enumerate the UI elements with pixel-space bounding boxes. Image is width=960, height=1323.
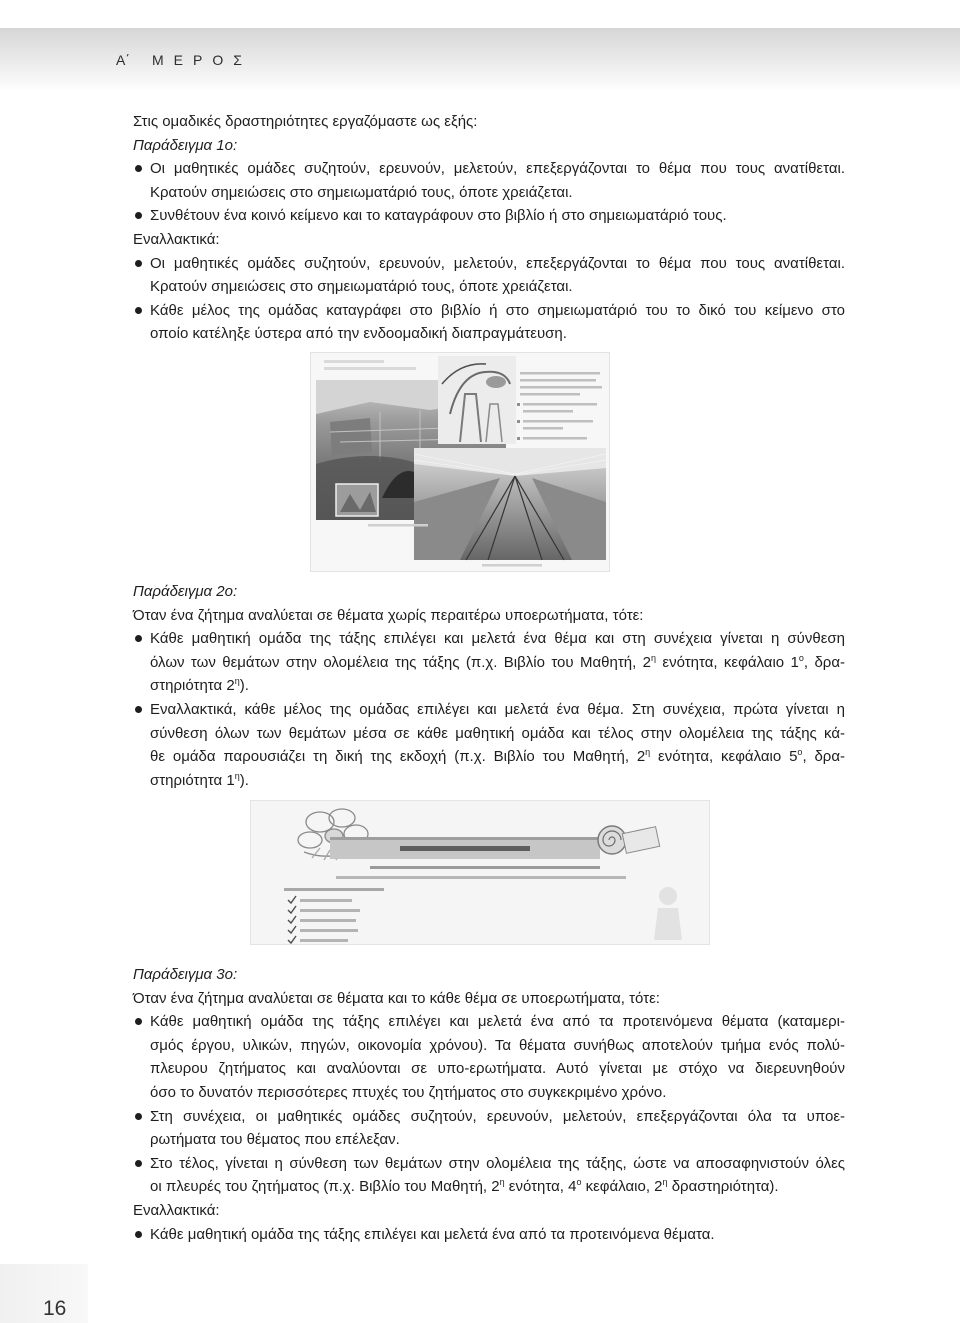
text-run: Κάθε μαθητική ομάδα της τάξης επιλέγει και μελετά ένα από τα προτεινόμενα θέματα. [150,1225,715,1243]
ordinal-superscript: η [234,770,240,781]
line-text [133,651,845,675]
text-run: Οι μαθητικές ομάδες συζητούν, ερευνούν, μελετούν, επεξεργάζονται το θέμα που τους ανατίθεται. [150,160,845,178]
line-text [133,228,845,252]
bullet-icon [135,1113,142,1120]
text-run: ). [239,677,249,695]
text-run: όλων των θεμάτων στην ολομέλεια της τάξης (π.χ. Βιβλίο του Μαθητή, 2 [150,653,651,671]
text-run: ). [239,771,249,789]
line-text [133,157,845,181]
line-text [133,604,845,628]
text-run: , δρα- [802,748,846,766]
text-run: οι πλευρές του ζητήματος (π.χ. Βιβλίο του Μαθητή, 2 [150,1178,500,1196]
line-text [133,1175,845,1199]
line-text [133,204,845,228]
bullet-continuation-line [133,181,845,205]
bullet-icon [135,706,142,713]
text-run: Κρατούν σημειώσεις στο σημειωματάριό τους, όποτε χρειάζεται. [150,183,573,201]
bullet-item-line [133,698,845,722]
ordinal-superscript: η [234,676,240,687]
line-text [133,627,845,651]
line-text [133,722,845,746]
text-run: δραστηριότητα). [667,1178,779,1196]
text-run: ρωτήματα του θέματος που επέλεξαν. [150,1131,400,1149]
text-run: σμός έργου, υλικών, πηγών, οικονομία χρόνου). Τα θέματα συνήθως αποτελούν τμήμα ενός πολύ- [150,1036,845,1054]
text-run: πλευρου ζητήματος και αναλύονται σε υπο-ερωτήματα. Αυτό γίνεται με στόχο να διερευνηθούν [150,1060,845,1078]
bullet-item-line [133,299,845,323]
line-text [133,1152,845,1176]
text-run: Κάθε μαθητική ομάδα της τάξης επιλέγει και μελετά ένα θέμα και στη συνέχεια γίνεται η σύνθεση [150,630,845,648]
bullet-continuation-line [133,651,845,675]
bullet-item-line [133,1010,845,1034]
text-run: Παράδειγμα 3ο: [133,966,238,983]
text-run: στηριότητα 1 [150,771,235,789]
bullet-icon [135,307,142,314]
bullet-continuation-line [133,1034,845,1058]
running-header [0,28,960,92]
line-text [133,110,845,134]
line-text [133,181,845,205]
bullet-continuation-line [133,322,845,346]
line-text [133,987,845,1011]
bullet-item-line [133,252,845,276]
bullet-icon [135,1231,142,1238]
text-run: οποίο κατέληξε ύστερα από την ενδοομαδική διαπραγμάτευση. [150,325,567,343]
bullet-icon [135,1160,142,1167]
text-run: Κρατούν σημειώσεις στο σημειωματάριό τους, όποτε χρειάζεται. [150,278,573,296]
line-text [133,252,845,276]
line-text [133,1081,845,1105]
text-run: σύνθεση όλων των θεμάτων μέσα σε κάθε μαθητική ομάδα και τέλος στην ολομέλεια της τάξης κά- [150,724,845,742]
line-text [133,674,845,698]
line-text [133,1057,845,1081]
ordinal-superscript: η [662,1177,668,1188]
metro-station-photo [414,448,606,560]
text-run: Στις ομαδικές δραστηριότητες εργαζόμαστε ως εξής: [133,113,478,130]
lead-line [133,110,845,134]
text-run: Στο τέλος, γίνεται η σύνθεση των θεμάτων στην ολομέλεια της τάξης, ώστε να αποσαφηνιστούν όλες [150,1154,845,1172]
line-text [133,1199,845,1223]
ordinal-superscript: η [499,1177,505,1188]
bullet-item-line [133,204,845,228]
page-number: 16 [43,1297,67,1320]
line-text [133,1105,845,1129]
text-run: κεφάλαιο, 2 [581,1178,663,1196]
title-band [330,837,600,859]
text-run: θε ομάδα παρουσιάζει τη δική της εκδοχή (π.χ. Βιβλίο του Μαθητή, 2 [150,748,646,766]
example-heading [133,963,845,987]
part-numeral: Α΄ [116,52,130,68]
ordinal-superscript: η [651,652,657,663]
line-text [133,580,845,604]
text-run: Παράδειγμα 1ο: [133,136,238,154]
line-text [133,299,845,323]
bullet-continuation-line [133,275,845,299]
line-text [133,275,845,299]
bullet-continuation-line [133,1057,845,1081]
text-run: Κάθε μαθητική ομάδα της τάξης επιλέγει και μελετά ένα από τα προτεινόμενα θέματα (καταμερι- [150,1013,845,1031]
section-example-1 [133,110,845,346]
text-run: Όταν ένα ζήτημα αναλύεται σε θέματα και το κάθε θέμα σε υποερωτήματα, τότε: [133,989,660,1007]
text-run: ενότητα, 4 [504,1178,577,1196]
bullet-continuation-line [133,674,845,698]
bullet-item-line [133,1152,845,1176]
figure-textbook-page-railway [310,352,610,572]
section-example-2 [133,580,845,792]
bullet-continuation-line [133,1081,845,1105]
bullet-item-line [133,1105,845,1129]
ordinal-superscript: ο [798,652,804,663]
line-text [133,1034,845,1058]
bullet-item-line [133,1223,845,1247]
line-text [133,745,845,769]
alternative-label [133,1199,845,1223]
bullet-continuation-line [133,745,845,769]
bullet-item-line [133,627,845,651]
ordinal-superscript: η [645,747,651,758]
part-title: ΜΕΡΟΣ [152,52,252,68]
text-run: Στη συνέχεια, οι μαθητικές ομάδες συζητούν, ερευνούν, μελετούν, επεξεργάζονται όλα τα υποε- [150,1107,845,1125]
line-text [133,1223,845,1247]
text-run: ενότητα, κεφάλαιο 5 [650,748,798,766]
bullet-item-line [133,157,845,181]
bullet-icon [135,260,142,267]
text-run: , δρα- [803,653,845,671]
text-run: ενότητα, κεφάλαιο 1 [656,653,799,671]
text-run: Οι μαθητικές ομάδες συζητούν, ερευνούν, μελετούν, επεξεργάζονται το θέμα που τους ανατίθεται. [150,254,845,272]
ordinal-superscript: ο [797,747,803,758]
text-run: Συνθέτουν ένα κοινό κείμενο και το καταγράφουν στο βιβλίο ή στο σημειωματάριό τους. [150,207,727,225]
line-text [133,1128,845,1152]
line-text [133,1010,845,1034]
bullet-continuation-line [133,1128,845,1152]
text-run: Κάθε μέλος της ομάδας καταγράφει στο βιβλίο ή στο σημειωματάριό του το δικό του κείμενο στο [150,301,845,319]
ordinal-superscript: ο [576,1177,582,1188]
lead-line [133,604,845,628]
line-text [133,134,845,158]
example-heading [133,580,845,604]
bullet-continuation-line [133,1175,845,1199]
section-example-3 [133,963,845,1246]
text-run: Εναλλακτικά: [133,230,220,248]
text-run: στηριότητα 2 [150,677,235,695]
text-run: όσο το δυνατόν περισσότερες πτυχές του ζητήματος στο συγκεκριμένο χρόνο. [150,1083,667,1101]
alternative-label [133,228,845,252]
figure-activity-banner [250,800,710,945]
camel-illustration [438,356,516,444]
text-run: Εναλλακτικά, κάθε μέλος της ομάδας επιλέγει και μελετά ένα θέμα. Στη συνέχεια, πρώτα γίνεται η [150,700,845,718]
banner-frame [251,801,710,945]
line-text [133,963,845,987]
text-run: Παράδειγμα 2ο: [133,583,238,600]
line-text [133,769,845,793]
line-text [133,322,845,346]
bullet-continuation-line [133,722,845,746]
lead-line [133,987,845,1011]
text-run: Εναλλακτικά: [133,1201,220,1219]
line-text [133,698,845,722]
example-heading [133,134,845,158]
text-run: Όταν ένα ζήτημα αναλύεται σε θέματα χωρίς περαιτέρω υποερωτήματα, τότε: [133,606,644,624]
bullet-continuation-line [133,769,845,793]
